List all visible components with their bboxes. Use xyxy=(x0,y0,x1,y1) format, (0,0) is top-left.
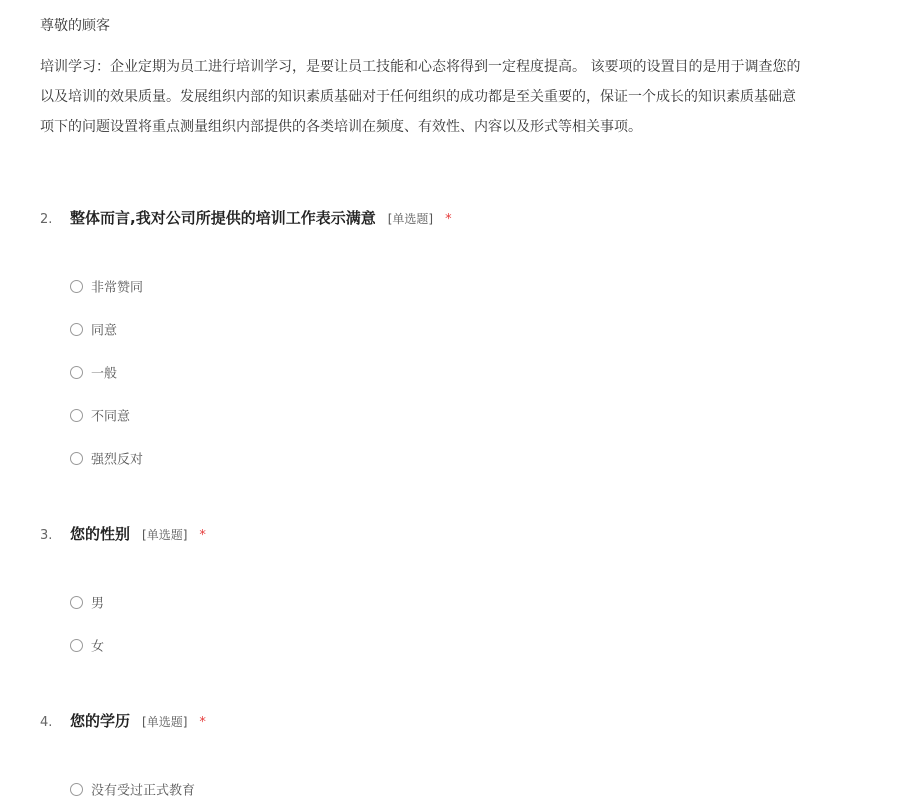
radio-circle-icon[interactable] xyxy=(70,366,83,379)
question-number: 2. xyxy=(40,212,53,227)
option-label: 一般 xyxy=(91,366,118,382)
question-title: 您的性别 xyxy=(70,525,131,543)
question-title: 整体而言,我对公司所提供的培训工作表示满意 xyxy=(70,209,376,227)
option-label: 女 xyxy=(91,639,105,655)
radio-circle-icon[interactable] xyxy=(70,452,83,465)
radio-circle-icon[interactable] xyxy=(70,596,83,609)
option-neutral[interactable] xyxy=(70,364,117,384)
radio-circle-icon[interactable] xyxy=(70,783,83,796)
option-label: 男 xyxy=(91,596,105,612)
option-label: 没有受过正式教育 xyxy=(91,783,196,799)
question-number: 3. xyxy=(40,528,53,543)
question-title-row xyxy=(40,206,452,230)
option-label: 不同意 xyxy=(91,409,131,425)
intro-paragraph xyxy=(40,52,900,142)
option-strongly-disagree[interactable] xyxy=(70,450,143,470)
radio-circle-icon[interactable] xyxy=(70,409,83,422)
radio-circle-icon[interactable] xyxy=(70,639,83,652)
required-mark: * xyxy=(199,715,206,730)
question-type-tag: [单选题] xyxy=(142,528,188,542)
option-label: 同意 xyxy=(91,323,118,339)
option-agree[interactable] xyxy=(70,321,117,341)
option-male[interactable] xyxy=(70,594,104,614)
intro-line: 项下的问题设置将重点测量组织内部提供的各类培训在频度、有效性、内容以及形式等相关事项。 xyxy=(40,119,642,135)
option-strongly-agree[interactable] xyxy=(70,278,143,298)
question-title-row xyxy=(40,709,206,733)
question-title: 您的学历 xyxy=(70,712,131,730)
intro-line: 以及培训的效果质量。发展组织内部的知识素质基础对于任何组织的成功都是至关重要的，保证一个成长的知识素质基础意 xyxy=(40,89,796,105)
question-title-row xyxy=(40,522,206,546)
option-label: 强烈反对 xyxy=(91,452,144,468)
option-disagree[interactable] xyxy=(70,407,130,427)
required-mark: * xyxy=(199,528,206,543)
question-number: 4. xyxy=(40,715,53,730)
option-no-formal-education[interactable] xyxy=(70,781,195,800)
intro-line: 培训学习：企业定期为员工进行培训学习，是要让员工技能和心态将得到一定程度提高。 该要项的设置目的是用于调查您的 xyxy=(40,59,801,75)
greeting-text: 尊敬的顾客 xyxy=(40,18,110,34)
required-mark: * xyxy=(445,212,452,227)
question-type-tag: [单选题] xyxy=(387,212,434,226)
radio-circle-icon[interactable] xyxy=(70,323,83,336)
option-female[interactable] xyxy=(70,637,104,657)
radio-circle-icon[interactable] xyxy=(70,280,83,293)
option-label: 非常赞同 xyxy=(91,280,144,296)
question-type-tag: [单选题] xyxy=(142,715,188,729)
